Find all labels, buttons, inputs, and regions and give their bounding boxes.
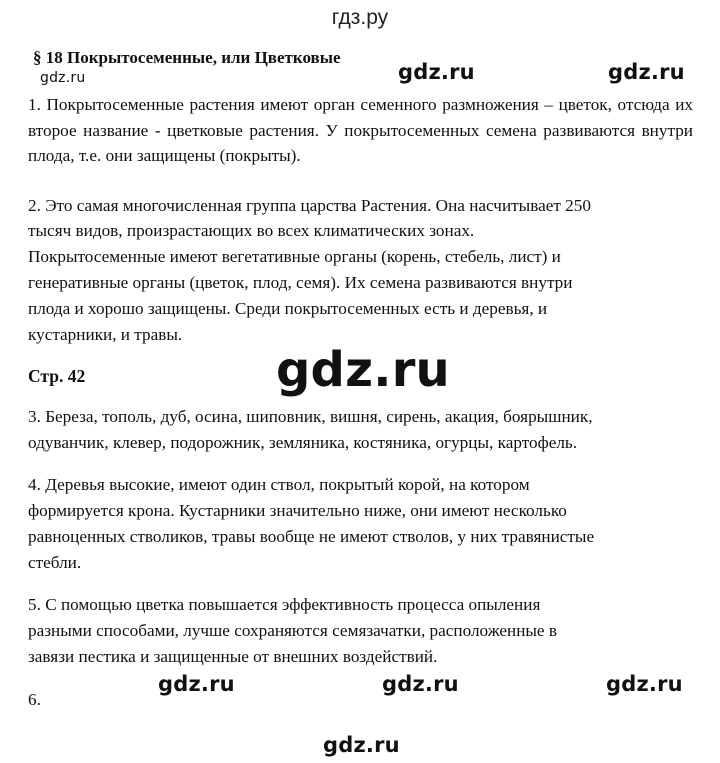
watermark-bottom-left: gdz.ru [158, 672, 235, 696]
answer-4-line-2: формируется крона. Кустарники значительно ниже, они имеют несколько [28, 501, 567, 520]
page-label: Стр. 42 [28, 366, 86, 386]
answer-3-line-2: одуванчик, клевер, подорожник, земляника, костяника, огурцы, картофель. [28, 433, 578, 452]
answer-5-line-3: завязи пестика и защищенные от внешних воздействий. [28, 647, 438, 666]
answer-2-line-2: тысяч видов, произрастающих во всех климатических зонах. [28, 221, 475, 240]
watermark-top-mid: gdz.ru [398, 60, 475, 84]
answer-2-line-5: плода и хорошо защищены. Среди покрытосеменных есть и деревья, и [28, 299, 548, 318]
answer-4-line-1: 4. Деревья высокие, имеют один ствол, покрытый корой, на котором [28, 475, 530, 494]
answer-4-line-3: равноценных стволиков, травы вообще не имеют стволов, у них травянистые [28, 527, 595, 546]
answer-2-line-4: генеративные органы (цветок, плод, семя). Их семена развиваются внутри [28, 273, 573, 292]
answer-4-line-4: стебли. [28, 553, 82, 572]
watermark-big-center: gdz.ru [276, 342, 450, 398]
answer-2-line-3: Покрытосеменные имеют вегетативные органы (корень, стебель, лист) и [28, 247, 561, 266]
section-title: § 18 Покрытосеменные, или Цветковые [33, 48, 341, 67]
answer-3-line-1: 3. Береза, тополь, дуб, осина, шиповник, вишня, сирень, акация, боярышник, [28, 407, 593, 426]
watermark-small-top: gdz.ru [40, 70, 86, 86]
answer-2-line-1: 2. Это самая многочисленная группа царства Растения. Она насчитывает 250 [28, 196, 591, 215]
watermark-bottom-mid: gdz.ru [382, 672, 459, 696]
answer-5-line-1: 5. С помощью цветка повышается эффективность процесса опыления [28, 595, 541, 614]
answer-2-line-6: кустарники, и травы. [28, 325, 183, 344]
watermark-top-right: gdz.ru [608, 60, 685, 84]
answer-1: 1. Покрытосеменные растения имеют орган семенного размножения – цветок, отсюда их второе название - цветковые растения. У покрытосеменных семена развиваются внутри плода, т.е. они защищены (покрыты). [28, 95, 693, 165]
answer-5-line-2: разными способами, лучше сохраняются семязачатки, расположенные в [28, 621, 557, 640]
site-header: гдз.ру [331, 6, 389, 29]
answer-6: 6. [28, 690, 41, 709]
watermark-bottom-right: gdz.ru [606, 672, 683, 696]
watermark-footer: gdz.ru [323, 733, 400, 757]
